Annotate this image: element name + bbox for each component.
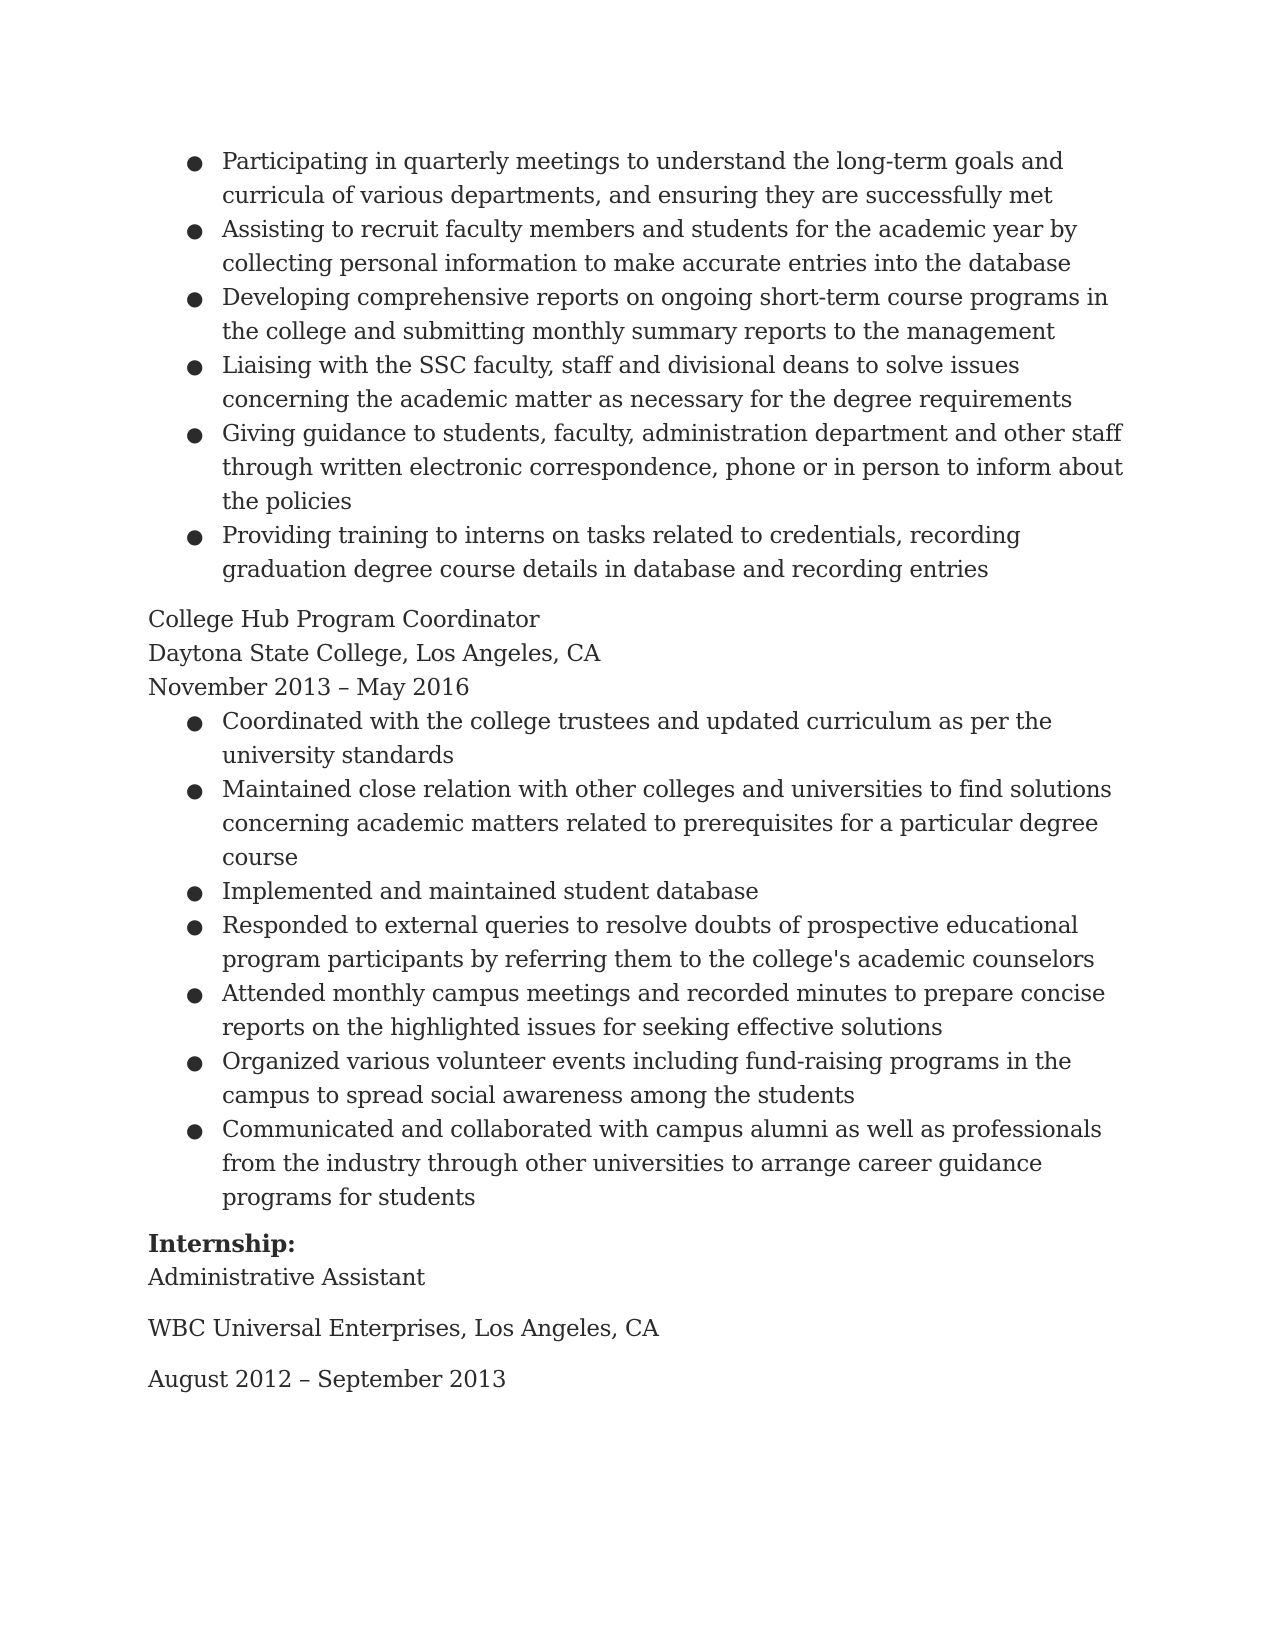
job-title: College Hub Program Coordinator bbox=[148, 607, 540, 633]
bullet-icon: ● bbox=[186, 286, 204, 310]
list-item: ● Implemented and maintained student database bbox=[222, 875, 1128, 909]
job-responsibilities bbox=[148, 705, 1128, 1215]
list-item: ● Developing comprehensive reports on ongoing short-term course programs in the college and submitting monthly summary reports to the management bbox=[222, 281, 1128, 349]
list-item: ● Organized various volunteer events including fund-raising programs in the campus to spread social awareness among the students bbox=[222, 1045, 1128, 1113]
bullet-icon: ● bbox=[186, 880, 204, 904]
bullet-icon: ● bbox=[186, 982, 204, 1006]
job-dates: November 2013 – May 2016 bbox=[148, 675, 470, 701]
internship-heading: Internship: bbox=[148, 1229, 296, 1258]
internship-company: WBC Universal Enterprises, Los Angeles, CA bbox=[148, 1316, 659, 1342]
bullet-icon: ● bbox=[186, 354, 204, 378]
bullet-icon: ● bbox=[186, 1118, 204, 1142]
list-item: ● Attended monthly campus meetings and recorded minutes to prepare concise reports on the highlighted issues for seeking effective solutions bbox=[222, 977, 1128, 1045]
list-item: ● Assisting to recruit faculty members and students for the academic year by collecting personal information to make accurate entries into the database bbox=[222, 213, 1128, 281]
list-item: ● Responded to external queries to resolve doubts of prospective educational program participants by referring them to the college's academic counselors bbox=[222, 909, 1128, 977]
list-item: ● Liaising with the SSC faculty, staff and divisional deans to solve issues concerning the academic matter as necessary for the degree requirements bbox=[222, 349, 1128, 417]
bullet-icon: ● bbox=[186, 710, 204, 734]
bullet-icon: ● bbox=[186, 150, 204, 174]
page-content bbox=[148, 145, 1128, 1397]
internship-title: Administrative Assistant bbox=[148, 1265, 425, 1291]
internship-dates: August 2012 – September 2013 bbox=[148, 1367, 507, 1393]
list-item: ● Giving guidance to students, faculty, administration department and other staff through written electronic correspondence, phone or in person to inform about the policies bbox=[222, 417, 1128, 519]
list-item: ● Coordinated with the college trustees and updated curriculum as per the university standards bbox=[222, 705, 1128, 773]
previous-job-responsibilities bbox=[148, 145, 1128, 587]
list-item: ● Providing training to interns on tasks related to credentials, recording graduation degree course details in database and recording entries bbox=[222, 519, 1128, 587]
bullet-icon: ● bbox=[186, 1050, 204, 1074]
bullet-icon: ● bbox=[186, 218, 204, 242]
bullet-icon: ● bbox=[186, 778, 204, 802]
list-item: ● Participating in quarterly meetings to understand the long-term goals and curricula of various departments, and ensuring they are successfully met bbox=[222, 145, 1128, 213]
job-entry bbox=[148, 603, 1128, 1215]
job-company: Daytona State College, Los Angeles, CA bbox=[148, 641, 600, 667]
list-item: ● Communicated and collaborated with campus alumni as well as professionals from the industry through other universities to arrange career guidance programs for students bbox=[222, 1113, 1128, 1215]
bullet-icon: ● bbox=[186, 422, 204, 446]
bullet-icon: ● bbox=[186, 914, 204, 938]
bullet-icon: ● bbox=[186, 524, 204, 548]
list-item: ● Maintained close relation with other colleges and universities to find solutions concerning academic matters related to prerequisites for a particular degree course bbox=[222, 773, 1128, 875]
